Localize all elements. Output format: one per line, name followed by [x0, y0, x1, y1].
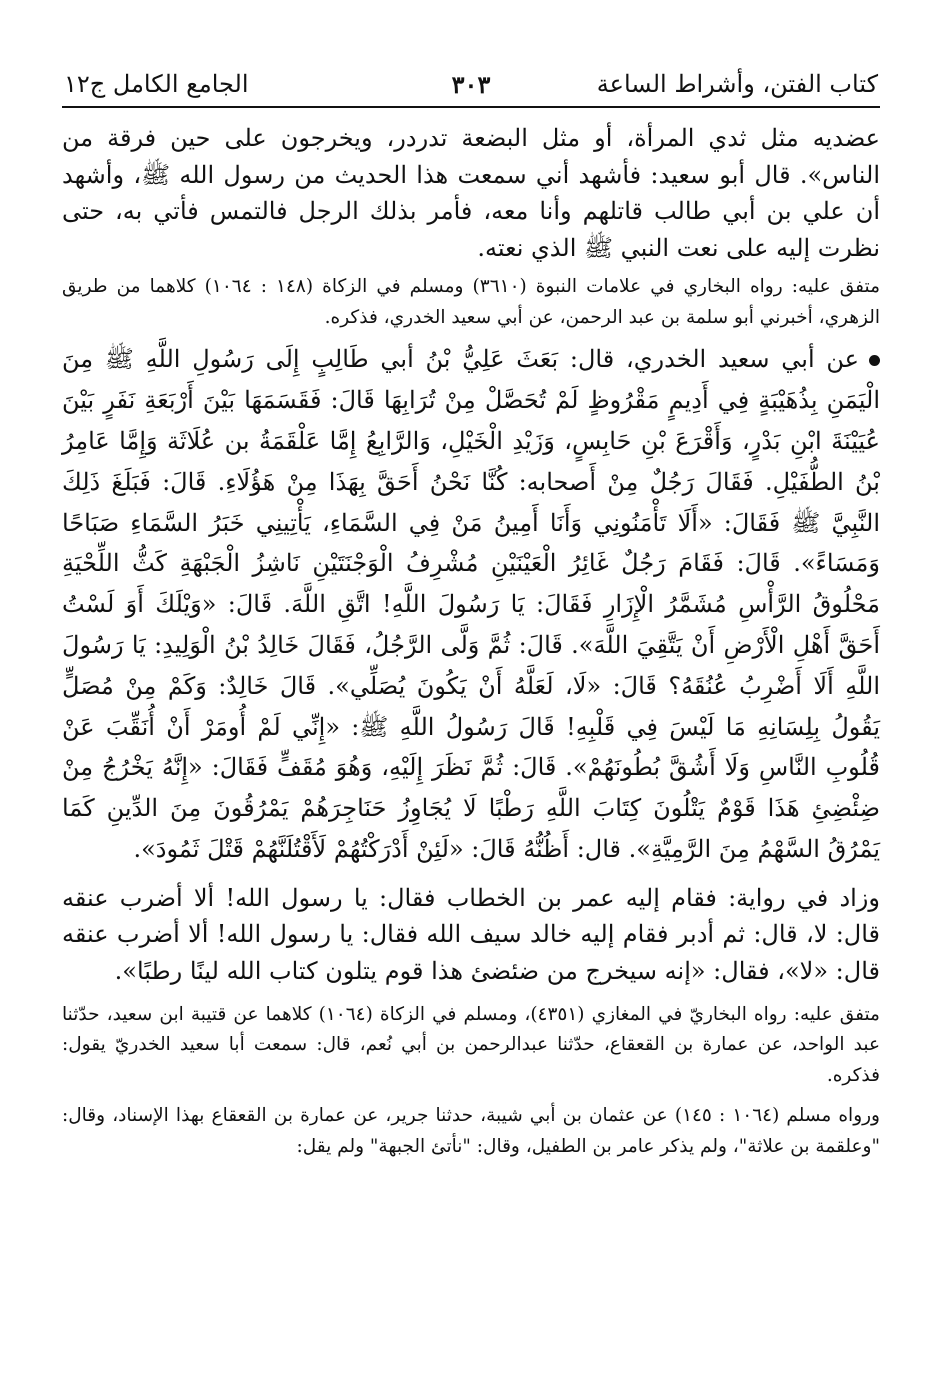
takhrij-note-2: متفق عليه: رواه البخاريّ في المغازي (٤٣٥١)، ومسلم في الزكاة (١٠٦٤) كلاهما عن قتيبة ابن سعيد، حدّثنا عبد الواحد، عن عمارة بن القعقاع، حدّثنا عبدالرحمن بن أبي نُعم، قال: سمعت أبا سعيد الخدريّ يقول: فذكره.	[62, 1003, 880, 1086]
page-number: ٣٠٣	[451, 70, 491, 99]
takhrij-note-1: متفق عليه: رواه البخاري في علامات النبوة (٣٦١٠) ومسلم في الزكاة (١٤٨ : ١٠٦٤) كلاهما من طريق الزهري، أخبرني أبو سلمة بن عبد الرحمن، عن أبي سعيد الخدري، فذكره.	[62, 276, 880, 328]
book-page	[62, 64, 880, 1364]
hadith-continuation: عضديه مثل ثدي المرأة، أو مثل البضعة تدردر، ويخرجون على حين فرقة من الناس». قال أبو سعيد: فأشهد أني سمعت هذا الحديث من رسول الله ﷺ، وأشهد أن علي بن أبي طالب قاتلهم وأنا معه، فأمر بذلك الرجل فالتمس فأتي به، حتى نظرت إليه على نعت النبي ﷺ الذي نعته.	[62, 124, 880, 262]
chapter-title: كتاب الفتن، وأشراط الساعة	[596, 70, 878, 98]
bullet-icon	[869, 355, 880, 366]
page-content	[62, 120, 880, 1162]
additional-narration: وزاد في رواية: فقام إليه عمر بن الخطاب فقال: يا رسول الله! ألا أضرب عنقه قال: لا، قال: ثم أدبر فقام إليه خالد سيف الله فقال: يا رسول الله! ألا أضرب عنقه قال: «لا»، فقال: «إنه سيخرج من ضئضئ هذا قوم يتلون كتاب الله لينًا رطبًا».	[62, 883, 880, 985]
running-head	[62, 64, 880, 108]
book-title: الجامع الكامل ج١٢	[64, 70, 249, 98]
hadith-block	[62, 339, 880, 869]
takhrij-note-3: ورواه مسلم (١٠٦٤ : ١٤٥) عن عثمان بن أبي شيبة، حدثنا جرير، عن عمارة بن القعقاع بهذا الإسناد، وقال: "وعلقمة بن علاثة"، ولم يذكر عامر بن الطفيل، وقال: "نأتئ الجبهة" ولم يقل:	[62, 1105, 880, 1157]
hadith-text: عن أبي سعيد الخدري، قال: بَعَثَ عَلِيُّ بْنُ أبي طَالِبٍ إِلَى رَسُولِ اللَّهِ ﷺ مِنَ الْيَمَنِ بِذُهَيْبَةٍ فِي أَدِيمٍ مَقْرُوظٍ لَمْ تُحَصَّلْ مِنْ تُرَابِهَا قَالَ: فَقَسَمَهَا بَيْنَ أَرْبَعَةِ نَفَرٍ بَيْنَ عُيَيْنَةَ ابْنِ بَدْرٍ، وَأَقْرَعَ بْنِ حَابِسٍ، وَزَيْدِ الْخَيْلِ، وَالرَّابِعُ إِمَّا عَلْقَمَةُ بن عُلَاثَة وَإِمَّا عَامِرُ بْنُ الطُّفَيْلِ. فَقَالَ رَجُلٌ مِنْ أَصحابه: كُنَّا نَحْنُ أَحَقَّ بِهَذَا مِنْ هَؤُلَاءِ. قَالَ: فَبَلَغَ ذَلِكَ النَّبِيَّ ﷺ فَقَالَ: «أَلَا تَأْمَنُونِي وَأَنَا أَمِينُ مَنْ فِي السَّمَاءِ، يَأْتِينِي خَبَرُ السَّمَاءِ صَبَاحًا وَمَسَاءً». قَالَ: فَقَامَ رَجُلٌ غَائِرُ الْعَيْنَيْنِ مُشْرِفُ الْوَجْنَتَيْنِ نَاشِزُ الْجَبْهَةِ كَثُّ اللِّحْيَةِ مَحْلُوقُ الرَّأْسِ مُشَمَّرُ الْإِزَارِ فَقَالَ: يَا رَسُولَ اللَّهِ! اتَّقِ اللَّهَ. قَالَ: «وَيْلَكَ أَوَ لَسْتُ أَحَقَّ أَهْلِ الْأَرْضِ أَنْ يَتَّقِيَ اللَّهَ». قَالَ: ثُمَّ وَلَّى الرَّجُلُ، فَقَالَ خَالِدُ بْنُ الْوَلِيدِ: يَا رَسُولَ اللَّهِ أَلَا أَضْرِبُ عُنُقَهُ؟ قَالَ: «لَا، لَعَلَّهُ أَنْ يَكُونَ يُصَلِّي». قَالَ خَالِدٌ: وَكَمْ مِنْ مُصَلٍّ يَقُولُ بِلِسَانِهِ مَا لَيْسَ فِي قَلْبِهِ! قَالَ رَسُولُ اللَّهِ ﷺ: «إِنِّي لَمْ أُومَرْ أَنْ أُنَقِّبَ عَنْ قُلُوبِ النَّاسِ وَلَا أَشُقَّ بُطُونَهُمْ». قَالَ: ثُمَّ نَظَرَ إِلَيْهِ، وَهُوَ مُقَفٍّ فَقَالَ: «إِنَّهُ يَخْرُجُ مِنْ ضِئْضِئِ هَذَا قَوْمٌ يَتْلُونَ كِتَابَ اللَّهِ رَطْبًا لَا يُجَاوِزُ حَنَاجِرَهُمْ يَمْرُقُونَ مِنَ الدِّينِ كَمَا يَمْرُقُ السَّهْمُ مِنَ الرَّمِيَّةِ». قال: أَظُنُّهُ قَالَ: «لَئِنْ أَدْرَكْتُهُمْ لَأَقْتُلَنَّهُمْ قَتْلَ ثَمُودَ».	[62, 345, 880, 863]
